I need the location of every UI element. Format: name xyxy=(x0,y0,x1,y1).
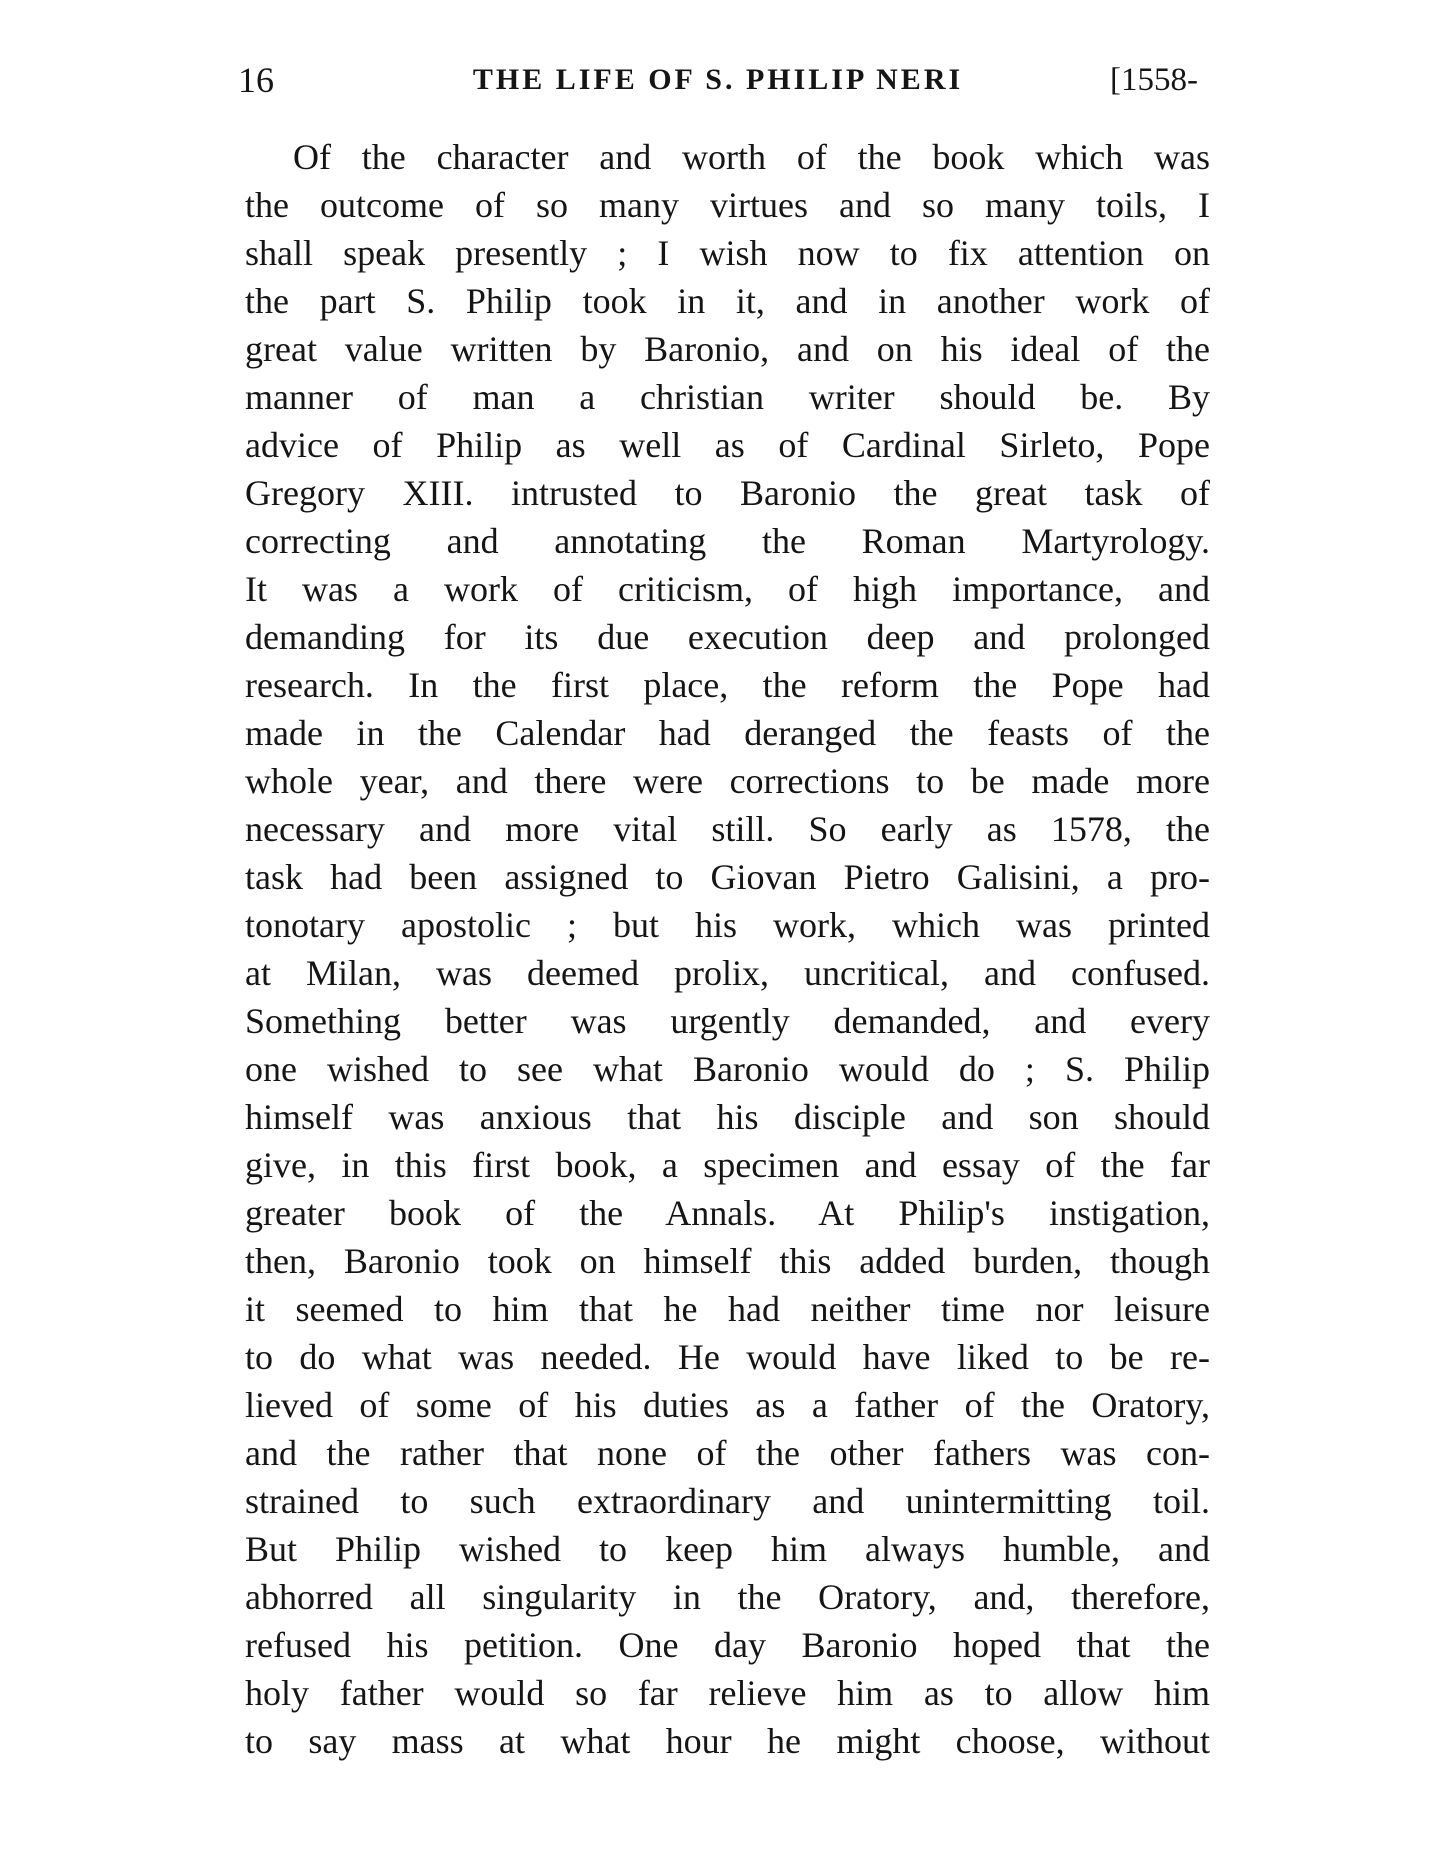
text-line: strained to such extraordinary and unintermitting toil. xyxy=(245,1481,1210,1521)
text-line: one wished to see what Baronio would do ; S. Philip xyxy=(245,1049,1210,1089)
text-line: shall speak presently ; I wish now to fix attention on xyxy=(245,233,1210,273)
text-line: lieved of some of his duties as a father of the Oratory, xyxy=(245,1385,1210,1425)
running-head xyxy=(238,55,1198,105)
text-line: give, in this first book, a specimen and essay of the far xyxy=(245,1145,1210,1185)
text-line: Of the character and worth of the book which was xyxy=(293,137,1210,177)
text-line: then, Baronio took on himself this added burden, though xyxy=(245,1241,1210,1281)
text-line: task had been assigned to Giovan Pietro Galisini, a pro- xyxy=(245,857,1210,897)
text-line: the part S. Philip took in it, and in another work of xyxy=(245,281,1210,321)
text-line: made in the Calendar had deranged the feasts of the xyxy=(245,713,1210,753)
text-line: Something better was urgently demanded, and every xyxy=(245,1001,1210,1041)
text-line: It was a work of criticism, of high importance, and xyxy=(245,569,1210,609)
text-line: tonotary apostolic ; but his work, which was printed xyxy=(245,905,1210,945)
text-line: whole year, and there were corrections to be made more xyxy=(245,761,1210,801)
text-line: holy father would so far relieve him as to allow him xyxy=(245,1673,1210,1713)
text-line: refused his petition. One day Baronio hoped that the xyxy=(245,1625,1210,1665)
text-line: demanding for its due execution deep and prolonged xyxy=(245,617,1210,657)
text-line: to say mass at what hour he might choose, without xyxy=(245,1721,1210,1761)
text-line: it seemed to him that he had neither time nor leisure xyxy=(245,1289,1210,1329)
running-date: [1558- xyxy=(1110,62,1198,98)
body-text xyxy=(245,133,1210,1765)
text-line: But Philip wished to keep him always humble, and xyxy=(245,1529,1210,1569)
text-line: research. In the first place, the reform the Pope had xyxy=(245,665,1210,705)
text-line: greater book of the Annals. At Philip's instigation, xyxy=(245,1193,1210,1233)
text-line: advice of Philip as well as of Cardinal Sirleto, Pope xyxy=(245,425,1210,465)
text-line: necessary and more vital still. So early as 1578, the xyxy=(245,809,1210,849)
text-line: Gregory XIII. intrusted to Baronio the great task of xyxy=(245,473,1210,513)
text-line: to do what was needed. He would have liked to be re- xyxy=(245,1337,1210,1377)
text-line: at Milan, was deemed prolix, uncritical, and confused. xyxy=(245,953,1210,993)
text-line: correcting and annotating the Roman Martyrology. xyxy=(245,521,1210,561)
page-number: 16 xyxy=(238,60,274,100)
text-line: the outcome of so many virtues and so many toils, I xyxy=(245,185,1210,225)
running-title: THE LIFE OF S. PHILIP NERI xyxy=(472,63,964,96)
text-line: great value written by Baronio, and on his ideal of the xyxy=(245,329,1210,369)
text-line: himself was anxious that his disciple and son should xyxy=(245,1097,1210,1137)
text-line: and the rather that none of the other fathers was con- xyxy=(245,1433,1210,1473)
text-line: abhorred all singularity in the Oratory, and, therefore, xyxy=(245,1577,1210,1617)
text-line: manner of man a christian writer should be. By xyxy=(245,377,1210,417)
